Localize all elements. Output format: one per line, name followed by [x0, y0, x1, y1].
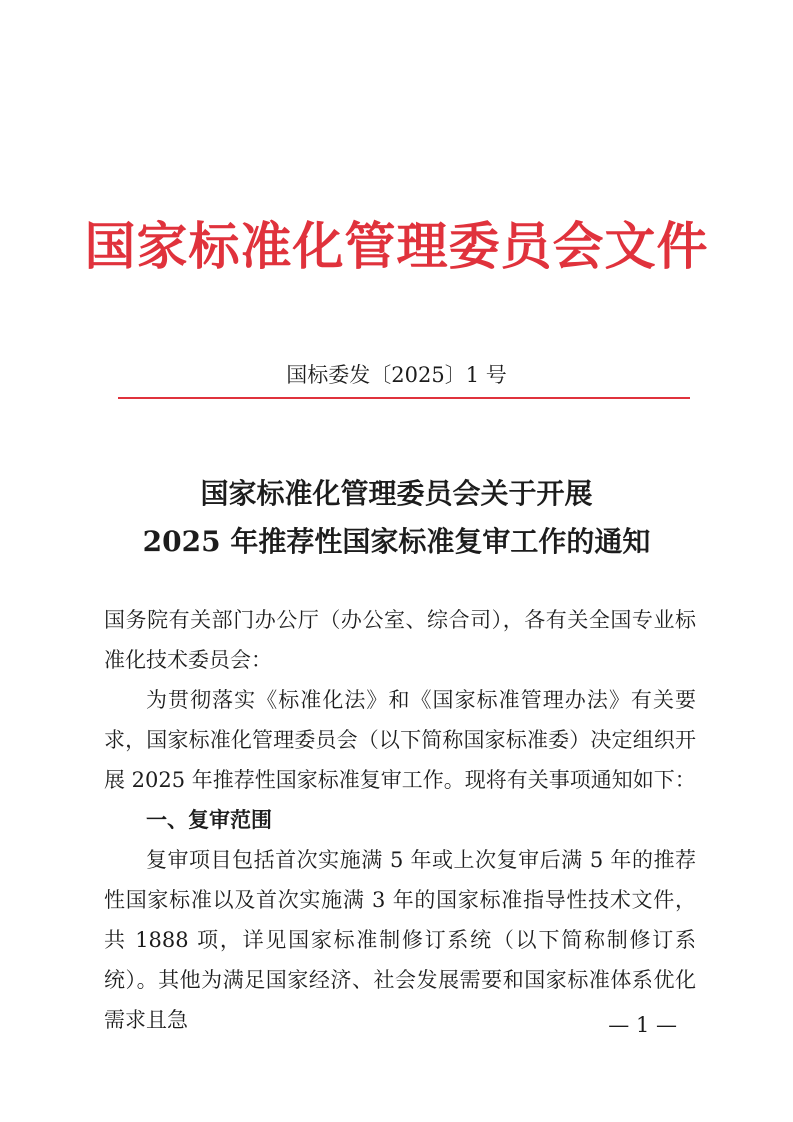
intro-paragraph: 为贯彻落实《标准化法》和《国家标准管理办法》有关要求，国家标准化管理委员会（以下简称国家标准委）决定组织开展 2025 年推荐性国家标准复审工作。现将有关事项通知如下：	[104, 688, 696, 792]
section-heading-scope: 一、复审范围	[146, 808, 272, 832]
document-header-title: 国家标准化管理委员会文件	[84, 217, 709, 277]
document-number: 国标委发〔2025〕1 号	[286, 363, 507, 387]
notice-body	[104, 600, 696, 1040]
addressee-paragraph: 国务院有关部门办公厅（办公室、综合司），各有关全国专业标准化技术委员会：	[104, 608, 696, 672]
notice-title-line-2: 2025 年推荐性国家标准复审工作的通知	[142, 525, 651, 558]
notice-title-line-1: 国家标准化管理委员会关于开展	[200, 477, 593, 510]
red-separator-line	[118, 397, 690, 399]
page-number: — 1 —	[608, 1013, 677, 1037]
scope-paragraph: 复审项目包括首次实施满 5 年或上次复审后满 5 年的推荐性国家标准以及首次实施满 3 年的国家标准指导性技术文件，共 1888 项，详见国家标准制修订系统（以下简称制修订系统）。其他为满足国家经济、社会发展需要和国家标准体系优化需求且急	[104, 848, 696, 1032]
